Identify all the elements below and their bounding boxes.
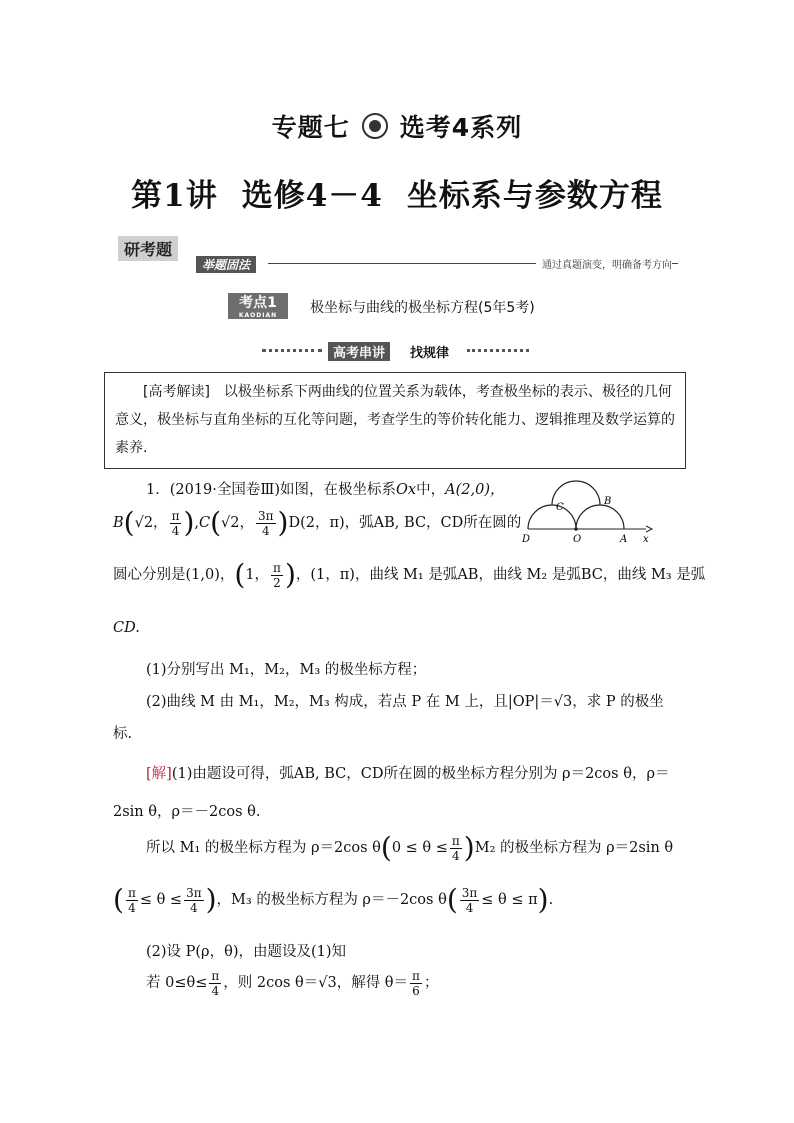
solution-line-2: 2sin θ，ρ＝－2cos θ. xyxy=(113,804,261,820)
solution-line-4: ( $\frac{\pi}{4}$ ≤ θ ≤ $\frac{3\pi}{4}$ )，M₃ 的极坐标方程为 ρ＝－2cos θ( $\frac{3\pi}{4}$ ≤ θ ≤ π). xyxy=(113,883,554,916)
topic-heading xyxy=(0,108,794,144)
frac-num: π xyxy=(451,833,460,848)
kaodian-tag-text: 考点1 xyxy=(239,295,277,311)
topic-left: 专题七 xyxy=(271,113,350,142)
frac-num: π xyxy=(171,508,180,523)
kaodian-tag xyxy=(228,293,288,319)
paren: ( xyxy=(234,558,246,591)
problem-l2-D: D(2，π)，弧AB, BC，CD所在圆的 xyxy=(288,515,522,531)
problem-l3a: 圆心分别是(1,0)， xyxy=(113,567,235,583)
paren: ( xyxy=(210,506,222,539)
frac-num: 3π xyxy=(186,885,202,900)
solution-line-6 xyxy=(146,968,438,998)
frac-num: π xyxy=(211,968,220,983)
dots-right xyxy=(467,349,529,352)
point-C: C xyxy=(199,515,211,531)
polar-figure xyxy=(520,476,660,546)
paren: ( xyxy=(113,883,124,916)
sqrt2-a: √2， xyxy=(134,515,168,531)
problem-l1b: 中， xyxy=(416,482,446,498)
section-banner xyxy=(118,232,678,272)
label-x: x xyxy=(643,534,649,545)
label-D: D xyxy=(522,534,531,545)
paren: ( xyxy=(380,831,392,864)
paren: ) xyxy=(284,558,296,591)
question-1: (1)分别写出 M₁，M₂，M₃ 的极坐标方程； xyxy=(146,662,427,678)
origin-dot xyxy=(574,527,578,531)
paren: ) xyxy=(463,831,475,864)
paren: ) xyxy=(205,883,217,916)
solution-s5a: 若 0≤θ≤ xyxy=(146,975,208,991)
solution-s3c: ≤ θ ≤ π xyxy=(481,892,538,908)
dots-left xyxy=(262,349,322,352)
frac-pi-2 xyxy=(271,561,283,590)
solution-tag: [解] xyxy=(146,766,172,782)
reading-box xyxy=(104,372,686,469)
frac-den: 4 xyxy=(190,900,198,915)
label-B: B xyxy=(604,496,612,507)
frac-den: 4 xyxy=(171,523,180,538)
solution-line-5: (2)设 P(ρ，θ)，由题设及(1)知 xyxy=(146,944,347,960)
solution-s3b: ，M₃ 的极坐标方程为 ρ＝－2cos θ xyxy=(216,892,447,908)
frac-3pi-4 xyxy=(460,886,480,915)
frac-den: 4 xyxy=(465,900,474,915)
lecture-heading xyxy=(0,170,794,215)
frac-num: π xyxy=(412,968,420,983)
problem-line-2: B(√2， $\frac{\pi}{4}$ ),C(√2， $\frac{3\pi}{4}$ )D(2，π)，弧AB, BC，CD所在圆的 xyxy=(113,506,522,539)
label-A: A xyxy=(620,534,628,545)
paren: ) xyxy=(277,506,289,539)
banner-label-sub: 举题固法 xyxy=(196,256,256,273)
question-2b: 标. xyxy=(113,726,133,742)
problem-l3-1: 1， xyxy=(245,567,270,583)
frac-num: π xyxy=(127,885,136,900)
frac-den: 2 xyxy=(273,575,281,590)
target-icon xyxy=(362,113,388,139)
problem-l1-ox: Ox xyxy=(396,482,417,498)
solution-s1a: (1)由题设可得，弧AB, BC，CD所在圆的极坐标方程分别为 ρ＝2cos θ，ρ＝ xyxy=(171,766,670,782)
paren: ) xyxy=(183,506,195,539)
solution-s3a: ≤ θ ≤ xyxy=(139,892,183,908)
label-O: O xyxy=(573,534,582,545)
banner-label-main: 研考题 xyxy=(118,236,178,261)
lecture-title: 坐标系与参数方程 xyxy=(406,178,663,214)
section-label-left: 高考串讲 xyxy=(328,342,390,361)
frac-3pi-4 xyxy=(184,886,204,915)
solution-s2c: M₂ 的极坐标方程为 ρ＝2sin θ xyxy=(474,840,674,856)
reading-box-text: [高考解读] 以极坐标系下两曲线的位置关系为载体，考查极坐标的表示、极径的几何意义，极坐标与直角坐标的互化等问题，考查学生的等价转化能力、逻辑推理及数学运算的素养. xyxy=(115,384,675,456)
solution-line-1 xyxy=(146,762,669,783)
frac-pi-4 xyxy=(450,834,462,863)
paren: ( xyxy=(123,506,135,539)
question-2a: (2)曲线 M 由 M₁，M₂，M₃ 构成，若点 P 在 M 上，且|OP|＝√3，求 P 的极坐 xyxy=(146,694,664,710)
frac-pi-6 xyxy=(410,969,422,998)
frac-pi-4 xyxy=(126,886,138,915)
frac-num: 3π xyxy=(258,508,274,523)
solution-s5c: ； xyxy=(423,975,439,991)
problem-l1a: 1．(2019·全国卷Ⅲ)如图，在极坐标系 xyxy=(146,482,397,498)
frac-pi-4 xyxy=(170,509,182,538)
kaodian-title: 极坐标与曲线的极坐标方程(5年5考) xyxy=(310,300,535,316)
paren: ( xyxy=(446,883,458,916)
label-C: C xyxy=(556,502,564,513)
axis-arrow xyxy=(646,526,652,532)
sqrt2-b: √2， xyxy=(221,515,255,531)
frac-3pi-4 xyxy=(256,509,276,538)
frac-den: 4 xyxy=(211,983,220,998)
problem-line-1 xyxy=(146,478,504,499)
frac-den: 4 xyxy=(128,900,136,915)
arc-CD xyxy=(528,505,576,529)
paren: ) xyxy=(537,883,549,916)
frac-num: 3π xyxy=(461,885,478,900)
section-label xyxy=(262,344,532,364)
problem-line-3 xyxy=(113,560,705,590)
problem-l1-A: A(2,0)， xyxy=(445,482,505,498)
solution-s2a: 所以 M₁ 的极坐标方程为 ρ＝2cos θ xyxy=(146,840,381,856)
frac-pi-4 xyxy=(209,969,221,998)
frac-num: π xyxy=(273,560,281,575)
solution-s2b: 0 ≤ θ ≤ xyxy=(391,840,448,856)
lecture-number: 第1讲 xyxy=(131,178,218,214)
banner-right-text: 通过真题演变，明确备考方向 xyxy=(536,256,672,271)
problem-l3b: ，(1，π)，曲线 M₁ 是弧AB，曲线 M₂ 是弧BC，曲线 M₃ 是弧 xyxy=(295,567,706,583)
frac-den: 4 xyxy=(261,523,270,538)
section-label-right: 找规律 xyxy=(410,346,450,361)
problem-line-4: CD. xyxy=(113,620,140,636)
point-B: B xyxy=(113,515,124,531)
solution-line-3 xyxy=(146,833,673,863)
topic-right: 选考4系列 xyxy=(399,113,523,142)
arc-AB xyxy=(576,505,624,529)
solution-s5b: ，则 2cos θ＝√3，解得 θ＝ xyxy=(223,975,409,991)
frac-den: 6 xyxy=(412,983,420,998)
kaodian-tag-small: KAODIAN xyxy=(238,312,278,319)
frac-den: 4 xyxy=(452,848,460,863)
lecture-course: 选修4－4 xyxy=(241,178,383,214)
